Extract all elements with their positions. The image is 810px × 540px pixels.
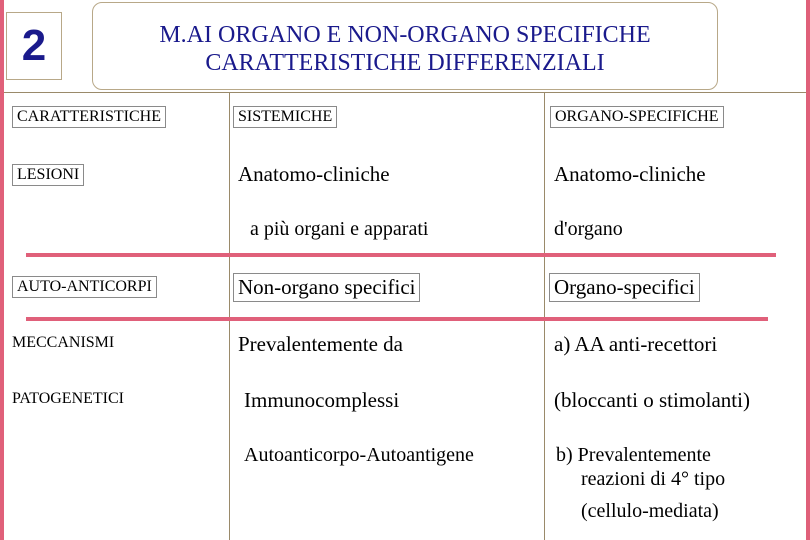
meccanismi-sistemiche-3: Autoanticorpo-Autoantigene (244, 444, 474, 466)
meccanismi-organo-3: b) Prevalentemente (556, 444, 711, 466)
column-divider-1 (229, 92, 230, 540)
right-border (806, 0, 810, 540)
left-border (0, 0, 4, 540)
meccanismi-organo-4: reazioni di 4° tipo (581, 468, 726, 490)
meccanismi-sistemiche-2: Immunocomplessi (244, 388, 400, 412)
title-line-1: M.AI ORGANO E NON-ORGANO SPECIFICHE (159, 22, 651, 48)
header-caratteristiche: CARATTERISTICHE (12, 106, 166, 128)
meccanismi-sistemiche-1: Prevalentemente da (238, 332, 404, 356)
meccanismi-organo-5: (cellulo-mediata) (581, 500, 719, 522)
header-top-rule (4, 92, 806, 93)
lesioni-organo-1: Anatomo-cliniche (554, 162, 706, 186)
slide-number: 2 (21, 21, 47, 70)
meccanismi-label-2: PATOGENETICI (12, 390, 125, 407)
title-box (92, 2, 718, 90)
meccanismi-label-1: MECCANISMI (12, 334, 115, 351)
title-line-2: CARATTERISTICHE DIFFERENZIALI (205, 50, 605, 76)
separator-1 (26, 253, 776, 257)
column-divider-2 (544, 92, 545, 540)
slide-number-box (6, 12, 62, 80)
separator-2 (26, 317, 768, 321)
lesioni-sistemiche-1: Anatomo-cliniche (238, 162, 390, 186)
header-sistemiche: SISTEMICHE (233, 106, 337, 128)
lesioni-sistemiche-2: a più organi e apparati (250, 218, 429, 240)
lesioni-organo-2: d'organo (554, 218, 623, 240)
meccanismi-organo-1: a) AA anti-recettori (554, 332, 718, 356)
lesioni-label: LESIONI (12, 164, 84, 186)
header-organo-specifiche: ORGANO-SPECIFICHE (550, 106, 724, 128)
meccanismi-organo-2: (bloccanti o stimolanti) (554, 388, 750, 412)
autoanticorpi-organo: Organo-specifici (549, 273, 700, 302)
autoanticorpi-label: AUTO-ANTICORPI (12, 276, 157, 298)
autoanticorpi-sistemiche: Non-organo specifici (233, 273, 420, 302)
